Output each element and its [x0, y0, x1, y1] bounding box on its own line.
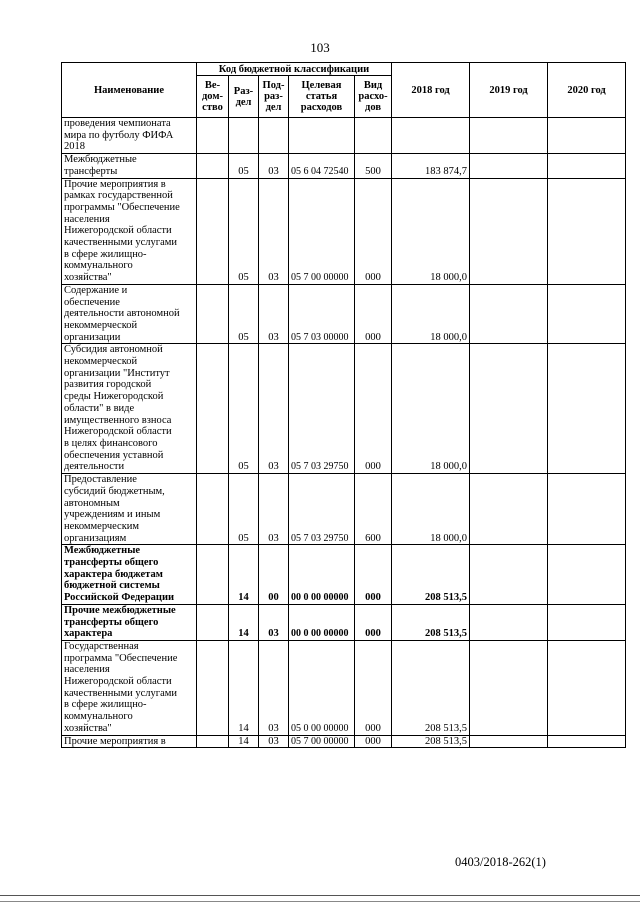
- row-vedomstvo: [197, 604, 229, 640]
- row-amount-2020: [548, 118, 626, 154]
- budget-table: [61, 62, 626, 748]
- row-podrazdel: 03: [259, 604, 289, 640]
- row-amount-2020: [548, 154, 626, 178]
- row-podrazdel: 03: [259, 154, 289, 178]
- row-amount-2019: [470, 735, 548, 748]
- row-vedomstvo: [197, 474, 229, 545]
- row-amount-2020: [548, 474, 626, 545]
- row-razdel: 14: [229, 640, 259, 735]
- row-name: проведения чемпионата мира по футболу ФИФА 2018: [62, 118, 197, 154]
- row-amount-2020: [548, 604, 626, 640]
- row-expense-type: 000: [355, 640, 392, 735]
- table-row: [62, 640, 626, 735]
- row-podrazdel: 00: [259, 545, 289, 605]
- row-amount-2018: 18 000,0: [392, 284, 470, 344]
- table-row: [62, 344, 626, 474]
- header-target-article: Целевая статья расходов: [289, 76, 355, 118]
- row-expense-type: 000: [355, 735, 392, 748]
- row-name: Прочие мероприятия в: [62, 735, 197, 748]
- row-podrazdel: 03: [259, 344, 289, 474]
- row-amount-2019: [470, 178, 548, 284]
- row-vedomstvo: [197, 154, 229, 178]
- row-amount-2020: [548, 640, 626, 735]
- row-vedomstvo: [197, 735, 229, 748]
- row-amount-2018: 208 513,5: [392, 545, 470, 605]
- row-name: Субсидия автономной некоммерческой организации "Институт развития городской среды Нижегородской области" в виде имущественного взноса Нижегородской области в целях финансового обеспечения уставной деятельности: [62, 344, 197, 474]
- row-amount-2019: [470, 118, 548, 154]
- table-row: [62, 474, 626, 545]
- row-expense-type: 000: [355, 545, 392, 605]
- row-vedomstvo: [197, 545, 229, 605]
- row-target-article: 05 7 00 00000: [289, 178, 355, 284]
- row-razdel: 05: [229, 178, 259, 284]
- row-expense-type: 600: [355, 474, 392, 545]
- scan-edge-line: [0, 895, 640, 896]
- row-razdel: 14: [229, 604, 259, 640]
- header-name: Наименование: [62, 63, 197, 118]
- row-vedomstvo: [197, 178, 229, 284]
- row-target-article: 00 0 00 00000: [289, 545, 355, 605]
- row-razdel: 14: [229, 545, 259, 605]
- row-expense-type: 000: [355, 284, 392, 344]
- document-code: 0403/2018-262(1): [455, 855, 546, 869]
- row-amount-2019: [470, 344, 548, 474]
- row-target-article: 05 7 03 29750: [289, 344, 355, 474]
- row-amount-2018: 208 513,5: [392, 640, 470, 735]
- row-name: Предоставление субсидий бюджетным, автономным учреждениям и иным некоммерческим организациям: [62, 474, 197, 545]
- row-amount-2020: [548, 284, 626, 344]
- table-row: [62, 154, 626, 178]
- row-name: Прочие мероприятия в рамках государственной программы "Обеспечение населения Нижегородской области качественными услугами в сфере жилищно- коммунального хозяйства": [62, 178, 197, 284]
- row-amount-2018: 208 513,5: [392, 604, 470, 640]
- scan-edge-line: [0, 901, 640, 902]
- table-row: [62, 178, 626, 284]
- row-name: Прочие межбюджетные трансферты общего характера: [62, 604, 197, 640]
- row-target-article: 00 0 00 00000: [289, 604, 355, 640]
- row-vedomstvo: [197, 640, 229, 735]
- row-target-article: 05 7 00 00000: [289, 735, 355, 748]
- header-budget-classification: Код бюджетной классификации: [197, 63, 392, 76]
- header-2020: 2020 год: [548, 63, 626, 118]
- row-razdel: [229, 118, 259, 154]
- header-razdel: Раз- дел: [229, 76, 259, 118]
- row-amount-2018: 18 000,0: [392, 474, 470, 545]
- header-vedomstvo: Ве- дом- ство: [197, 76, 229, 118]
- row-podrazdel: 03: [259, 735, 289, 748]
- table-row: [62, 604, 626, 640]
- row-razdel: 05: [229, 474, 259, 545]
- row-amount-2019: [470, 640, 548, 735]
- row-amount-2020: [548, 735, 626, 748]
- row-amount-2019: [470, 604, 548, 640]
- row-podrazdel: 03: [259, 640, 289, 735]
- header-podrazdel: Под- раз- дел: [259, 76, 289, 118]
- row-target-article: [289, 118, 355, 154]
- table-row: [62, 545, 626, 605]
- row-amount-2019: [470, 154, 548, 178]
- table-row: [62, 118, 626, 154]
- row-razdel: 14: [229, 735, 259, 748]
- header-2018: 2018 год: [392, 63, 470, 118]
- row-expense-type: 000: [355, 178, 392, 284]
- table-row: [62, 735, 626, 748]
- row-target-article: 05 7 03 00000: [289, 284, 355, 344]
- row-razdel: 05: [229, 284, 259, 344]
- row-vedomstvo: [197, 118, 229, 154]
- page-number: 103: [310, 40, 330, 55]
- row-amount-2018: 183 874,7: [392, 154, 470, 178]
- row-name: Межбюджетные трансферты: [62, 154, 197, 178]
- row-amount-2019: [470, 284, 548, 344]
- row-expense-type: [355, 118, 392, 154]
- row-podrazdel: 03: [259, 284, 289, 344]
- row-razdel: 05: [229, 154, 259, 178]
- row-amount-2018: [392, 118, 470, 154]
- row-amount-2018: 18 000,0: [392, 344, 470, 474]
- row-razdel: 05: [229, 344, 259, 474]
- row-amount-2020: [548, 545, 626, 605]
- row-amount-2019: [470, 545, 548, 605]
- row-vedomstvo: [197, 284, 229, 344]
- row-target-article: 05 6 04 72540: [289, 154, 355, 178]
- row-expense-type: 000: [355, 604, 392, 640]
- row-target-article: 05 7 03 29750: [289, 474, 355, 545]
- row-amount-2020: [548, 178, 626, 284]
- row-amount-2020: [548, 344, 626, 474]
- row-amount-2018: 18 000,0: [392, 178, 470, 284]
- header-expense-type: Вид расхо- дов: [355, 76, 392, 118]
- row-name: Содержание и обеспечение деятельности автономной некоммерческой организации: [62, 284, 197, 344]
- row-amount-2019: [470, 474, 548, 545]
- row-vedomstvo: [197, 344, 229, 474]
- row-target-article: 05 0 00 00000: [289, 640, 355, 735]
- row-podrazdel: 03: [259, 474, 289, 545]
- row-expense-type: 000: [355, 344, 392, 474]
- header-2019: 2019 год: [470, 63, 548, 118]
- row-podrazdel: [259, 118, 289, 154]
- row-expense-type: 500: [355, 154, 392, 178]
- row-name: Межбюджетные трансферты общего характера бюджетам бюджетной системы Российской Федерации: [62, 545, 197, 605]
- row-amount-2018: 208 513,5: [392, 735, 470, 748]
- row-podrazdel: 03: [259, 178, 289, 284]
- table-row: [62, 284, 626, 344]
- row-name: Государственная программа "Обеспечение населения Нижегородской области качественными услугами в сфере жилищно- коммунального хозяйства": [62, 640, 197, 735]
